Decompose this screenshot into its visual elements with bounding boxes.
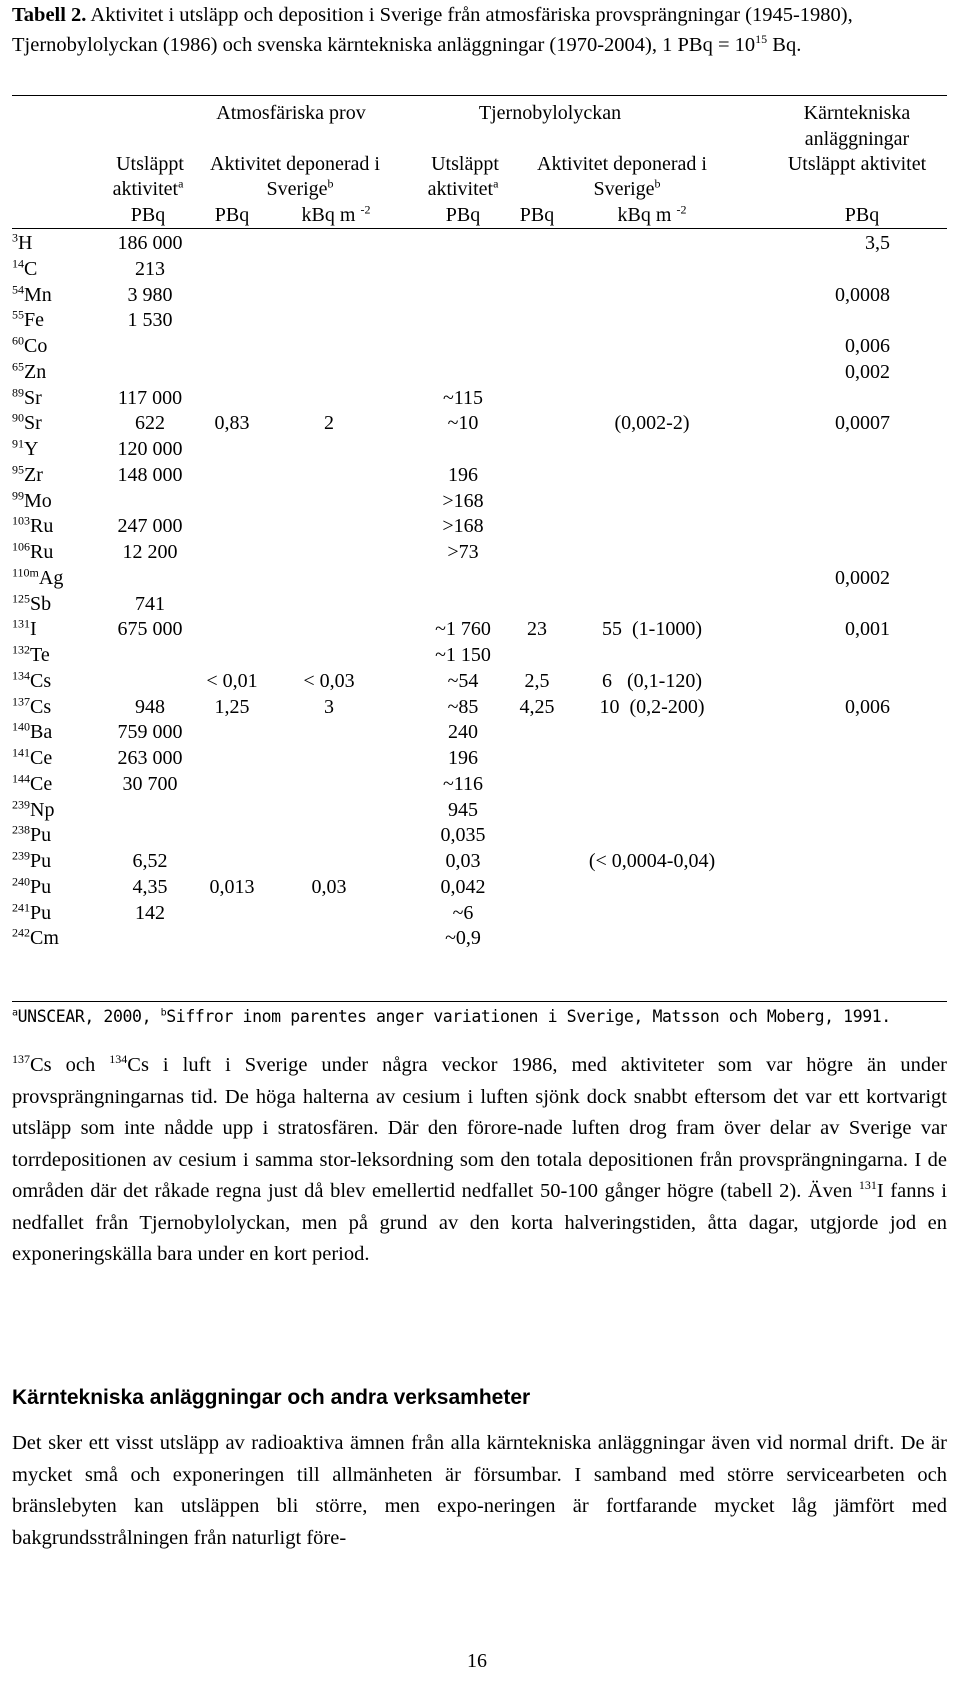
table-cell-a1: 1 530 xyxy=(127,309,173,332)
table-cell-t1: >168 xyxy=(442,515,484,538)
table-cell-t1: 0,03 xyxy=(445,850,481,872)
header-deponerad-1: Aktivitet deponerad i xyxy=(210,153,380,175)
table-cell-a1: 117 000 xyxy=(117,386,183,409)
unit-t1: PBq xyxy=(445,204,481,226)
isotope-label: $^{239}$Pu xyxy=(12,848,52,872)
table-cell-a3: 2 xyxy=(324,412,334,435)
table-cell-a1: 213 xyxy=(135,257,165,280)
table-cell-t2: 2,5 xyxy=(524,669,550,692)
header-atmospheric-tests: Atmosfäriska prov xyxy=(216,102,366,124)
isotope-label: $^{110m}$Ag xyxy=(12,565,64,589)
table-cell-t1: ~115 xyxy=(442,386,484,409)
table-cell-k: 0,001 xyxy=(845,618,890,641)
table-cell-k: 0,006 xyxy=(845,335,890,357)
isotope-label: $^{89}$Sr xyxy=(12,384,42,409)
table-cell-t1: ~10 xyxy=(447,412,479,435)
table-caption xyxy=(12,0,947,60)
paragraph-cesium: $^{137}$Cs och $^{134}$Cs i luft i Sverige under några veckor 1986, med aktiviteter som var högre än under provsprängningarnas tid. De höga halterna av cesium i luften sjönk dock snabbt eftersom det var ett kortvarigt utsläpp som inte nådde upp i stratosfären. Där den förore-nade luften drog fram över delar av Sverige var torrdepositionen av cesium i samma stor-leksordning som den totala depositionen från provsprängningarna. I de områden där det råkade regna just då blev emellertid nedfallet 50-100 gånger högre (tabell 2). Även $^{131}$I fanns i nedfallet från Tjernobylolyckan, men på grund av den korta halveringstiden, åtta dagar, utgjorde jod en exponeringskälla bara under en kort period. xyxy=(12,1052,947,1265)
isotope-label: $^{60}$Co xyxy=(12,333,48,357)
unit-a3: kBq m $^{-2}$ xyxy=(301,202,371,226)
table-cell-k: 0,0007 xyxy=(835,412,890,435)
table-cell-k: 3,5 xyxy=(865,232,890,254)
table-cell-t3: 6 (0,1-120) xyxy=(602,669,702,692)
table-cell-a1: 622 xyxy=(135,412,165,435)
header-utslappt-2: Utsläppt xyxy=(431,153,499,175)
unit-t2: PBq xyxy=(519,204,555,226)
header-nuclear-facilities-line2: anläggningar xyxy=(804,128,910,150)
table-header-rule xyxy=(12,228,947,229)
isotope-label: $^{132}$Te xyxy=(12,642,50,666)
header-aktivitet-1: aktivitet$^a$ xyxy=(112,176,184,200)
isotope-label: $^{103}$Ru xyxy=(12,513,54,538)
table-bottom-rule xyxy=(12,1001,947,1002)
isotope-label: $^{140}$Ba xyxy=(12,719,53,744)
table-cell-t1: ~0,9 xyxy=(445,927,481,950)
isotope-label: $^{238}$Pu xyxy=(12,822,52,847)
header-deponerad-2: Aktivitet deponerad i xyxy=(537,153,707,175)
table-cell-a2: < 0,01 xyxy=(206,669,258,692)
table-cell-a1: 6,52 xyxy=(132,850,168,872)
table-cell-t3: (< 0,0004-0,04) xyxy=(588,850,716,872)
table-cell-t1: 945 xyxy=(448,798,478,821)
table-cell-a1: 148 000 xyxy=(117,463,183,486)
table-cell-a3: 3 xyxy=(324,695,334,718)
isotope-label: $^{134}$Cs xyxy=(12,668,52,692)
table-cell-a1: 675 000 xyxy=(117,618,183,641)
isotope-label: $^{240}$Pu xyxy=(12,874,52,898)
table-cell-a1: 30 700 xyxy=(122,772,178,795)
table-cell-a2: 0,83 xyxy=(214,412,250,435)
table-cell-t1: >73 xyxy=(447,541,479,563)
header-chernobyl: Tjernobylolyckan xyxy=(478,102,622,124)
isotope-label: $^{106}$Ru xyxy=(12,539,54,563)
header-sverige-1: Sverige$^b$ xyxy=(266,176,334,200)
header-sverige-2: Sverige$^b$ xyxy=(593,176,661,200)
table-cell-a1: 3 980 xyxy=(127,283,173,306)
isotope-label: $^{65}$Zn xyxy=(12,359,47,383)
table-cell-t1: ~54 xyxy=(447,669,479,692)
table-cell-t2: 4,25 xyxy=(519,695,555,718)
table-cell-a1: 741 xyxy=(135,592,165,615)
table-cell-a1: 120 000 xyxy=(117,438,183,460)
table-cell-t2: 23 xyxy=(527,618,547,641)
isotope-label: $^{125}$Sb xyxy=(12,590,52,615)
isotope-label: $^{95}$Zr xyxy=(12,462,43,486)
header-aktivitet-2: aktivitet$^a$ xyxy=(427,176,499,200)
isotope-label: $^{14}$C xyxy=(12,256,38,280)
table-cell-a1: 12 200 xyxy=(122,541,178,563)
isotope-label: $^{141}$Ce xyxy=(12,745,53,769)
table-label: Tabell 2. xyxy=(12,4,87,26)
table-cell-a2: 1,25 xyxy=(214,695,250,718)
unit-a1: PBq xyxy=(130,204,166,226)
table-cell-k: 0,002 xyxy=(845,360,890,383)
isotope-label: $^{144}$Ce xyxy=(12,771,53,795)
header-utslappt-aktivitet: Utsläppt aktivitet xyxy=(787,153,927,175)
table-cell-t1: 240 xyxy=(448,721,478,744)
table-cell-t1: ~1 150 xyxy=(435,644,491,666)
isotope-label: $^{91}$Y xyxy=(12,436,39,460)
table-cell-t1: 196 xyxy=(448,747,478,769)
header-nuclear-facilities: Kärntekniska xyxy=(803,102,911,124)
table-cell-t3: 10 (0,2-200) xyxy=(599,695,705,718)
page-number: 16 xyxy=(467,1650,487,1672)
section-heading: Kärntekniska anläggningar och andra verksamheter xyxy=(12,1386,531,1409)
isotope-label: $^{137}$Cs xyxy=(12,693,52,718)
unit-a2: PBq xyxy=(214,204,250,226)
table-cell-t1: ~6 xyxy=(452,901,474,924)
table-cell-a1: 948 xyxy=(135,695,165,718)
table-cell-k: 0,0008 xyxy=(835,283,890,306)
isotope-label: $^{54}$Mn xyxy=(12,281,52,306)
unit-t3: kBq m $^{-2}$ xyxy=(617,202,687,226)
table-cell-t1: ~85 xyxy=(447,695,479,718)
table-cell-a1: 759 000 xyxy=(117,721,183,744)
caption-exponent: 15 xyxy=(755,32,768,47)
isotope-label: $^{90}$Sr xyxy=(12,410,42,435)
table-cell-a1: 247 000 xyxy=(117,515,183,538)
table-footnote: $^a$UNSCEAR, 2000, $^b$Siffror inom parentes anger variationen i Sverige, Matsson och Moberg, 1991. xyxy=(12,1007,891,1026)
table-cell-a1: 4,35 xyxy=(132,875,168,898)
table-cell-t1: >168 xyxy=(442,489,484,512)
isotope-label: $^{99}$Mo xyxy=(12,487,52,512)
table-cell-a2: 0,013 xyxy=(209,875,255,898)
header-utslappt-1: Utsläppt xyxy=(116,153,184,175)
table-cell-t1: 196 xyxy=(448,463,478,486)
table-cell-a1: 142 xyxy=(135,901,165,924)
table-cell-k: 0,006 xyxy=(845,695,890,718)
table-cell-t1: ~1 760 xyxy=(435,618,491,641)
table-top-rule xyxy=(12,95,947,96)
isotope-label: $^{131}$I xyxy=(12,616,37,641)
table-cell-a3: 0,03 xyxy=(311,875,347,898)
table-cell-a1: 186 000 xyxy=(117,232,183,254)
caption-end: Bq. xyxy=(767,34,802,56)
isotope-label: $^{242}$Cm xyxy=(12,925,59,950)
table-cell-t1: ~116 xyxy=(442,772,484,795)
isotope-label: $^{241}$Pu xyxy=(12,899,52,924)
table-cell-t1: 0,035 xyxy=(440,824,486,847)
isotope-label: $^{239}$Np xyxy=(12,796,55,821)
table-cell-t1: 0,042 xyxy=(440,875,486,898)
unit-k: PBq xyxy=(844,204,880,226)
table-cell-a3: < 0,03 xyxy=(303,669,355,692)
table-cell-k: 0,0002 xyxy=(835,566,890,589)
caption-text: Aktivitet i utsläpp och deposition i Sverige från atmosfäriska provsprängningar (1945-1980), Tjernobylolyckan (1986) och svenska kärntekniska anläggningar (1970-2004), 1 PBq = 10 xyxy=(12,4,853,56)
isotope-label: $^{55}$Fe xyxy=(12,307,44,332)
table-cell-t3: (0,002-2) xyxy=(614,412,690,435)
isotope-label: $^3$H xyxy=(12,230,33,254)
table-cell-t3: 55 (1-1000) xyxy=(602,618,702,641)
paragraph-facilities: Det sker ett visst utsläpp av radioaktiva ämnen från alla kärntekniska anläggningar även vid normal drift. De är mycket små och exponeringen till allmänheten är försumbar. I samband med större servicearbeten och bränslebyten kan utsläppen bli större, men expo-neringen är fortfarande mycket låg jämfört med bakgrundsstrålningen från naturligt före- xyxy=(12,1432,947,1549)
table-cell-a1: 263 000 xyxy=(117,747,183,769)
